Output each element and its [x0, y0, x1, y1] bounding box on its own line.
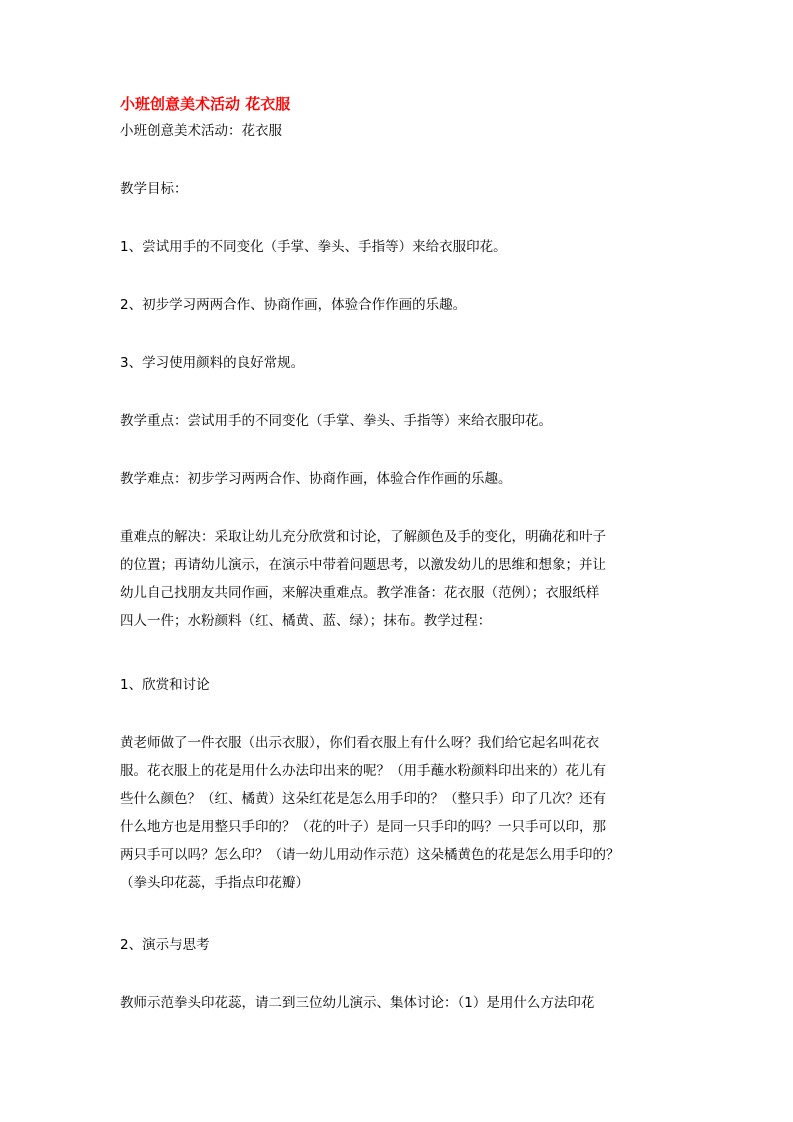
paragraph-objective-1: 1、尝试用手的不同变化（手掌、拳头、手指等）来给衣服印花。: [120, 239, 507, 255]
section-heading-demonstrate: 2、演示与思考: [120, 937, 210, 953]
section-heading-appreciate: 1、欣赏和讨论: [120, 677, 210, 693]
paragraph-appreciate-line-5: 两只手可以吗？怎么印？（请一幼儿用动作示范）这朵橘黄色的花是怎么用手印的？: [120, 847, 620, 863]
paragraph-appreciate-line-6: （拳头印花蕊，手指点印花瓣）: [120, 875, 309, 891]
paragraph-objective-3: 3、学习使用颜料的良好常规。: [120, 355, 305, 371]
paragraph-appreciate-line-4: 什么地方也是用整只手印的？（花的叶子）是同一只手印的吗？一只手可以印，那: [120, 819, 606, 835]
paragraph-appreciate-line-3: 些什么颜色？（红、橘黄）这朵红花是怎么用手印的？（整只手）印了几次？还有: [120, 791, 606, 807]
paragraph-objective-2: 2、初步学习两两合作、协商作画，体验合作作画的乐趣。: [120, 297, 467, 313]
paragraph-appreciate-line-2: 服。花衣服上的花是用什么办法印出来的呢？（用手蘸水粉颜料印出来的）花儿有: [120, 763, 606, 779]
paragraph-demonstrate-line-1: 教师示范拳头印花蕊，请二到三位幼儿演示、集体讨论：（1）是用什么方法印花: [120, 995, 595, 1011]
subtitle-line: 小班创意美术活动：花衣服: [120, 123, 282, 139]
paragraph-solution-line-1: 重难点的解决：采取让幼儿充分欣赏和讨论，了解颜色及手的变化，明确花和叶子: [120, 529, 606, 545]
paragraph-solution-line-4: 四人一件；水粉颜料（红、橘黄、蓝、绿）；抹布。教学过程：: [120, 613, 492, 629]
paragraph-objectives-heading: 教学目标：: [120, 181, 188, 197]
paragraph-key-point: 教学重点：尝试用手的不同变化（手掌、拳头、手指等）来给衣服印花。: [120, 413, 552, 429]
paragraph-appreciate-line-1: 黄老师做了一件衣服（出示衣服），你们看衣服上有什么呀？我们给它起名叫花衣: [120, 735, 600, 751]
document-title: 小班创意美术活动 花衣服: [120, 95, 291, 113]
paragraph-solution-line-2: 的位置；再请幼儿演示，在演示中带着问题思考，以激发幼儿的思维和想象；并让: [120, 557, 606, 573]
paragraph-solution-line-3: 幼儿自己找朋友共同作画，来解决重难点。教学准备：花衣服（范例）；衣服纸样: [120, 585, 600, 601]
paragraph-difficulty: 教学难点：初步学习两两合作、协商作画，体验合作作画的乐趣。: [120, 471, 512, 487]
